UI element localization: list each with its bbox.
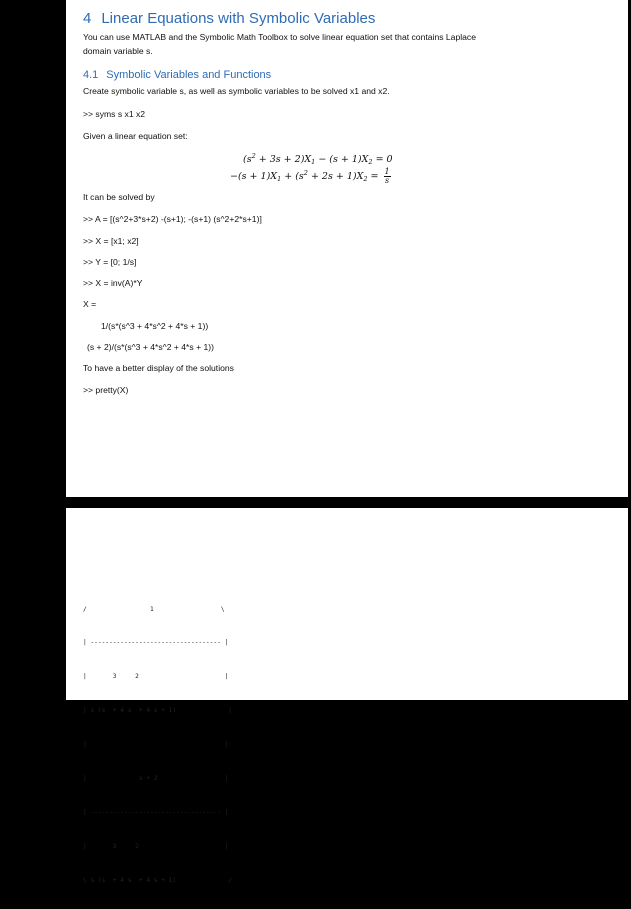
section-number: 4 [83,10,92,27]
fraction-one-over-s: $\frac{1}{s}$ [384,167,390,185]
intro-line-1: You can use MATLAB and the Symbolic Math Toolbox to solve linear equation set that contains Laplace [83,32,477,42]
pretty-line: | | [83,741,229,749]
solved-by-text: It can be solved by [83,192,155,202]
pretty-output-block [83,581,232,909]
pretty-line: | 3 2 | [83,673,229,681]
equation-1: $(s^2 + 3s + 2)X_1 - (s + 1)X_2 = 0$ [243,152,393,166]
solve-command: >> X = inv(A)*Y [83,278,143,288]
subsection-number: 4.1 [83,69,99,81]
result-x2: (s + 2)/(s*(s^3 + 4*s^2 + 4*s + 1)) [87,342,214,352]
better-display-text: To have a better display of the solutions [83,363,234,373]
syms-command: >> syms s x1 x2 [83,109,146,119]
pretty-line: | s + 2 | [83,775,229,783]
pretty-line: | 3 2 | [83,842,229,850]
document-page-1 [66,0,628,497]
section-title: Linear Equations with Symbolic Variables [101,10,376,27]
subsection-desc: Create symbolic variable s, as well as symbolic variables to be solved x1 and x2. [83,86,390,96]
vector-x-command: >> X = [x1; x2] [83,236,139,246]
section-4-1-heading [83,69,271,81]
x-equals-label: X = [83,299,97,309]
section-4-heading [83,10,375,27]
given-text: Given a linear equation set: [83,131,188,141]
matrix-a-command: >> A = [(s^2+3*s+2) -(s+1); -(s+1) (s^2+2*s+1)] [83,214,262,224]
pretty-command: >> pretty(X) [83,385,129,395]
pretty-line: \ s (s + 4 s + 4 s + 1) / [83,876,233,884]
pretty-line: | ----------------------------------- | [83,639,229,647]
vector-y-command: >> Y = [0; 1/s] [83,257,137,267]
intro-line-2: domain variable s. [83,46,153,56]
pretty-line: | s (s + 4 s + 4 s + 1) | [83,707,233,715]
result-x1: 1/(s*(s^3 + 4*s^2 + 4*s + 1)) [101,321,209,331]
subsection-title: Symbolic Variables and Functions [106,69,272,81]
equation-2: $-(s + 1)X_1 + (s^2 + 2s + 1)X_2$ = $\frac{1}{s}$ [230,167,390,185]
pretty-line: | ----------------------------------- | [83,808,229,816]
document-page-2 [66,508,628,884]
pretty-line: / 1 \ [83,605,225,613]
